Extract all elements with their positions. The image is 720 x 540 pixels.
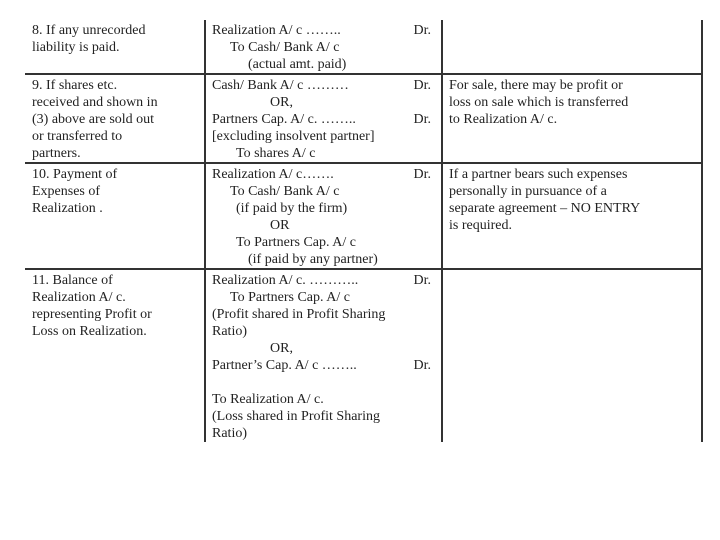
journal-entry-cell bbox=[205, 269, 442, 442]
debit-line bbox=[212, 166, 435, 183]
sharing-note: (Profit shared in Profit Sharing bbox=[212, 307, 386, 322]
note-text: personally in pursuance of a bbox=[449, 184, 607, 199]
table-row bbox=[25, 74, 702, 163]
blank-line bbox=[212, 374, 435, 391]
case-text: liability is paid. bbox=[32, 40, 120, 55]
case-cell bbox=[25, 269, 205, 442]
case-text: Loss on Realization. bbox=[32, 324, 147, 339]
sharing-note: (Loss shared in Profit Sharing bbox=[212, 409, 380, 424]
case-text: received and shown in bbox=[32, 95, 158, 110]
journal-entry-cell bbox=[205, 74, 442, 163]
table-row bbox=[25, 163, 702, 269]
journal-entry-cell bbox=[205, 163, 442, 269]
credit-account: To Partners Cap. A/ c bbox=[230, 290, 350, 305]
debit-line bbox=[212, 22, 435, 39]
condition-note: (if paid by the firm) bbox=[236, 201, 348, 216]
case-text: partners. bbox=[32, 146, 81, 161]
dr-label: Dr. bbox=[413, 273, 431, 288]
note-cell bbox=[442, 163, 702, 269]
credit-account: To Cash/ Bank A/ c bbox=[230, 40, 340, 55]
debit-account: Cash/ Bank A/ c ……… bbox=[212, 78, 349, 93]
dr-label: Dr. bbox=[413, 167, 431, 182]
case-text: (3) above are sold out bbox=[32, 112, 155, 127]
sharing-note: Ratio) bbox=[212, 426, 247, 441]
case-cell bbox=[25, 74, 205, 163]
or-label: OR, bbox=[270, 341, 293, 356]
debit-line bbox=[212, 77, 435, 94]
credit-account: To Cash/ Bank A/ c bbox=[230, 184, 340, 199]
credit-account: To shares A/ c bbox=[236, 146, 316, 161]
case-text: Realization . bbox=[32, 201, 103, 216]
case-text: or transferred to bbox=[32, 129, 123, 144]
or-label: OR, bbox=[270, 95, 293, 110]
dr-label: Dr. bbox=[413, 358, 431, 373]
note-text: For sale, there may be profit or bbox=[449, 78, 623, 93]
debit-line bbox=[212, 111, 435, 128]
debit-account: Realization A/ c …….. bbox=[212, 23, 341, 38]
note-cell bbox=[442, 269, 702, 442]
table-row bbox=[25, 20, 702, 74]
credit-account: To Realization A/ c. bbox=[212, 392, 324, 407]
credit-account: To Partners Cap. A/ c bbox=[236, 235, 356, 250]
note-text: to Realization A/ c. bbox=[449, 112, 558, 127]
case-text: 10. Payment of bbox=[32, 167, 118, 182]
or-label: OR bbox=[270, 218, 290, 233]
table-row bbox=[25, 269, 702, 442]
debit-line bbox=[212, 272, 435, 289]
case-text: Realization A/ c. bbox=[32, 290, 126, 305]
case-text: Expenses of bbox=[32, 184, 101, 199]
debit-account: Partners Cap. A/ c. …….. bbox=[212, 112, 356, 127]
debit-account: Realization A/ c……. bbox=[212, 167, 334, 182]
journal-entry-cell bbox=[205, 20, 442, 74]
dr-label: Dr. bbox=[413, 112, 431, 127]
note-cell bbox=[442, 74, 702, 163]
note-text: If a partner bears such expenses bbox=[449, 167, 628, 182]
case-cell bbox=[25, 163, 205, 269]
debit-account: Partner’s Cap. A/ c …….. bbox=[212, 358, 357, 373]
note-cell bbox=[442, 20, 702, 74]
dr-label: Dr. bbox=[413, 23, 431, 38]
sharing-note: Ratio) bbox=[212, 324, 247, 339]
note-text: is required. bbox=[449, 218, 512, 233]
note-text: loss on sale which is transferred bbox=[449, 95, 629, 110]
case-text: 8. If any unrecorded bbox=[32, 23, 146, 38]
qualifier-note: [excluding insolvent partner] bbox=[212, 129, 375, 144]
case-cell bbox=[25, 20, 205, 74]
debit-account: Realization A/ c. ……….. bbox=[212, 273, 359, 288]
condition-note: (if paid by any partner) bbox=[248, 252, 378, 267]
debit-line bbox=[212, 357, 435, 374]
case-text: representing Profit or bbox=[32, 307, 152, 322]
realization-journal-table bbox=[25, 20, 703, 442]
amount-note: (actual amt. paid) bbox=[248, 57, 347, 72]
case-text: 9. If shares etc. bbox=[32, 78, 118, 93]
dr-label: Dr. bbox=[413, 78, 431, 93]
case-text: 11. Balance of bbox=[32, 273, 113, 288]
note-text: separate agreement – NO ENTRY bbox=[449, 201, 641, 216]
